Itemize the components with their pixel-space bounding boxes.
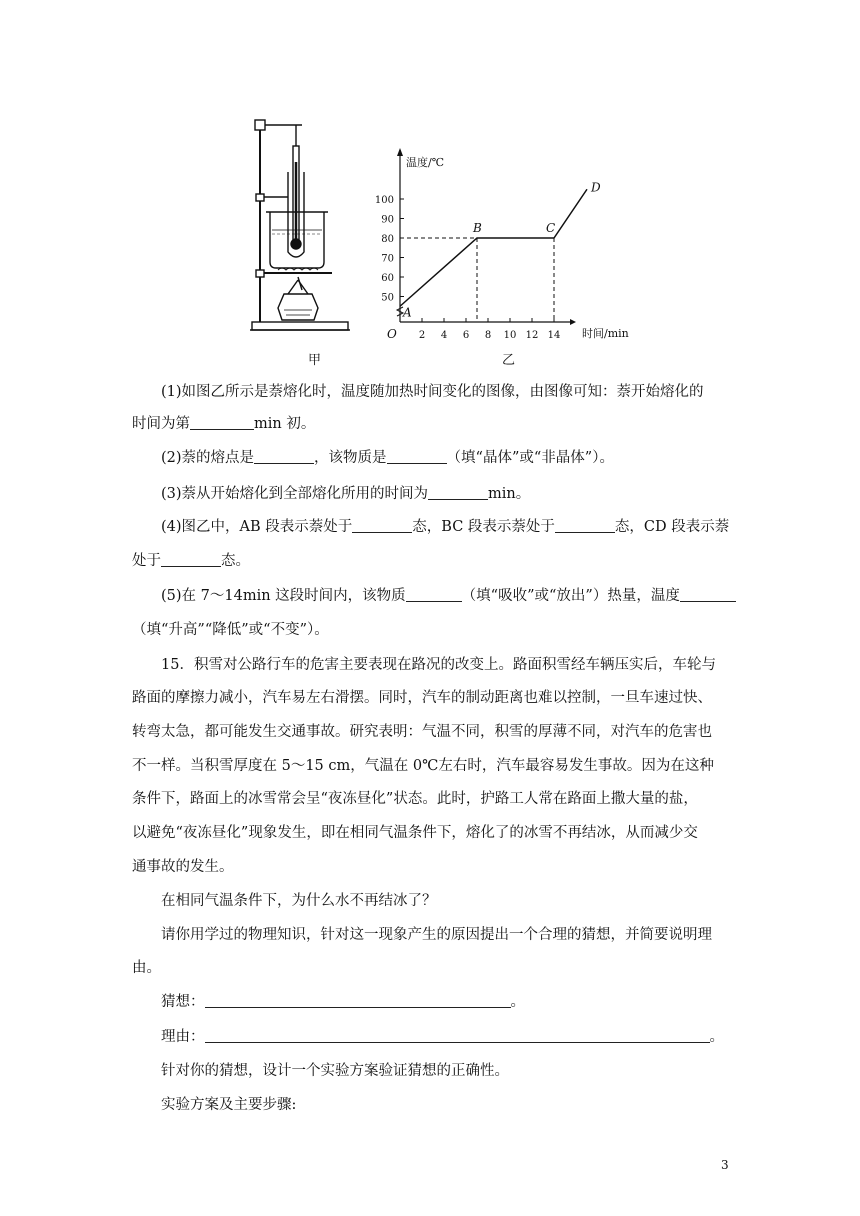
page-number: 3 <box>721 1158 729 1172</box>
figure <box>240 112 660 368</box>
answer-blank[interactable] <box>680 587 736 602</box>
x-axis-label: 时间/min <box>582 327 629 340</box>
q3-line: (3)萘从开始熔化到全部熔化所用的时间为 min。 <box>161 486 531 502</box>
temperature-curve <box>400 189 587 306</box>
answer-blank[interactable] <box>387 449 447 464</box>
x-tick-label: 2 <box>418 330 426 341</box>
instruction-line-b: 由。 <box>132 960 161 976</box>
x-axis-arrow <box>570 319 576 325</box>
figure-caption-yi: 乙 <box>502 353 516 368</box>
y-axis-arrow <box>397 148 403 156</box>
temperature-time-graph <box>375 148 629 341</box>
x-tick-label: 12 <box>525 330 539 341</box>
instruction-line-a: 请你用学过的物理知识，针对这一现象产生的原因提出一个合理的猜想，并简要说明理 <box>161 927 712 943</box>
point-label-c: C <box>546 221 556 235</box>
y-tick-label: 70 <box>381 253 394 265</box>
answer-blank[interactable] <box>352 518 412 533</box>
y-tick-label: 90 <box>381 214 394 226</box>
answer-blank[interactable] <box>428 485 488 500</box>
guess-line: 猜想： 。 <box>161 994 525 1010</box>
figure-caption-jia: 甲 <box>308 353 322 368</box>
p15-line-5: 条件下，路面上的冰雪常会呈“夜冻昼化”状态。此时，护路工人常在路面上撒大量的盐， <box>132 791 698 807</box>
point-label-b: B <box>473 221 482 235</box>
q1-line-b: 时间为第 min 初。 <box>132 416 316 432</box>
answer-blank[interactable] <box>406 587 462 602</box>
x-tick-label: 14 <box>547 330 561 341</box>
origin-label: O <box>387 327 397 341</box>
reason-answer-blank[interactable] <box>205 1028 710 1043</box>
y-tick-label: 60 <box>381 273 394 284</box>
q5-line-a: (5)在 7～14min 这段时间内，该物质 （填“吸收”或“放出”）热量，温度 <box>161 586 736 606</box>
q4-line-b: 处于 态。 <box>132 553 250 569</box>
apparatus-drawing <box>250 120 350 330</box>
y-axis-label: 温度/℃ <box>406 156 445 169</box>
p15-line-3: 转弯太急，都可能发生交通事故。研究表明：气温不同，积雪的厚薄不同，对汽车的危害也 <box>132 724 712 740</box>
point-label-a: A <box>403 305 412 320</box>
x-tick-label: 10 <box>503 330 517 341</box>
p15-line-7: 通事故的发生。 <box>132 859 234 875</box>
answer-blank[interactable] <box>555 518 615 533</box>
p15-line-1: 15．积雪对公路行车的危害主要表现在路况的改变上。路面积雪经车辆压实后，车轮与 <box>161 657 716 673</box>
guess-answer-blank[interactable] <box>205 993 511 1008</box>
y-tick-label: 50 <box>381 292 394 304</box>
q1-line-a: (1)如图乙所示是萘熔化时，温度随加热时间变化的图像，由图像可知：萘开始熔化的 <box>161 384 704 400</box>
question-line: 在相同气温条件下，为什么水不再结冰了？ <box>161 893 437 909</box>
reason-line: 理由： 。 <box>161 1029 724 1045</box>
design-line: 针对你的猜想，设计一个实验方案验证猜想的正确性。 <box>161 1063 509 1079</box>
figure-svg <box>240 112 660 362</box>
x-tick-label: 6 <box>462 330 470 341</box>
q4-line-a: (4)图乙中，AB 段表示萘处于 态，BC 段表示萘处于 态，CD 段表示萘 <box>161 519 730 535</box>
y-tick-label: 80 <box>381 234 394 245</box>
x-tick-label: 8 <box>484 330 492 341</box>
q2-line: (2)萘的熔点是 ，该物质是 （填“晶体”或“非晶体”）。 <box>161 450 614 466</box>
answer-blank[interactable] <box>190 415 254 430</box>
p15-line-4: 不一样。当积雪厚度在 5～15 cm，气温在 0℃左右时，汽车最容易发生事故。因为在这种 <box>132 758 714 774</box>
plan-label: 实验方案及主要步骤: <box>161 1097 297 1113</box>
p15-line-6: 以避免“夜冻昼化”现象发生，即在相同气温条件下，熔化了的冰雪不再结冰，从而减少交 <box>132 825 698 841</box>
answer-blank[interactable] <box>161 552 221 567</box>
y-tick-label: 100 <box>374 195 394 206</box>
answer-blank[interactable] <box>254 449 314 464</box>
x-tick-label: 4 <box>440 330 448 341</box>
p15-line-2: 路面的摩擦力减小，汽车易左右滑摆。同时，汽车的制动距离也难以控制，一旦车速过快、 <box>132 690 712 706</box>
q5-line-b: （填“升高”“降低”或“不变”）。 <box>132 622 329 638</box>
point-label-d: D <box>591 180 601 195</box>
